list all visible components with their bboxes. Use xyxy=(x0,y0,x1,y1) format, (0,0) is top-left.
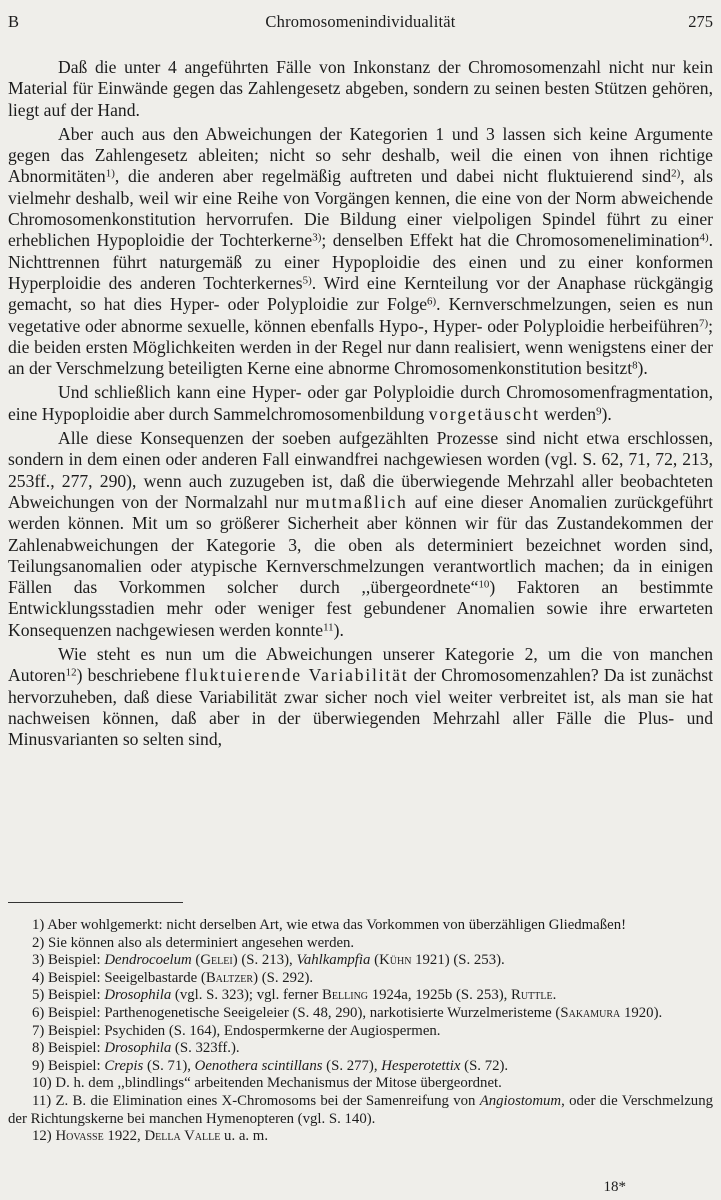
genus-name: Crepis xyxy=(104,1057,144,1074)
text-span: . xyxy=(552,987,557,1004)
text-span: (S. 72). xyxy=(460,1057,509,1074)
text-span: Aber auch aus den Abweichungen der Kategorien 1 und 3 lassen sich keine Argumente gegen das Zahlengesetz ableiten; nicht so sehr deshalb, weil die einen von ihnen richtige Abnormitäten xyxy=(8,123,713,187)
spaced-emphasis: fluktuierende Variabilität xyxy=(184,665,409,686)
footnote-12 xyxy=(8,1128,713,1146)
text-span: auf eine dieser Anomalien zurückgeführt werden können. Mit um so größerer Sicherheit aber können wir für das Zustandekommen der Zahlenabweichungen der Kategorie 3, die oben als determiniert bezeichnet worden sind, Teilungsanomalien oder atypische Kernverschmelzungen verantwortlich machen; da in einigen Fällen das Vorkommen solcher durch ,,übergeordnete“ xyxy=(8,491,713,598)
genus-name: Drosophila xyxy=(104,1040,172,1057)
genus-name: Hesperotettix xyxy=(381,1057,461,1074)
text-span: (S. 277), xyxy=(322,1057,382,1074)
text-span: . Kernverschmelzungen, seien es nun vegetative oder abnorme sexuelle, können ebenfalls Hypo-, Hyper- oder Polyploidie herbeiführen xyxy=(8,294,713,336)
text-span: 6) Beispiel: Parthenogenetische Seeigeleier (S. 48, 290), narkotisierte Wurzelmeristeme ( xyxy=(32,1004,561,1021)
text-span: Und schließlich kann eine Hyper- oder gar Polyploidie durch Chromosomenfragmentation, eine Hypoploidie aber durch Sammelchromosomenbildung xyxy=(8,382,713,424)
text-span: 11) Z. B. die Elimination eines X-Chromosoms bei der Samenreifung von xyxy=(32,1092,480,1109)
footnote-1: 1) Aber wohlgemerkt: nicht derselben Art, wie etwa das Vorkommen von überzähligen Gliedmaßen! xyxy=(32,917,627,933)
text-span: 1920). xyxy=(620,1004,663,1021)
text-span: , oder die Verschmelzung der Richtungskerne bei manchen Hymenopteren (vgl. S. 140). xyxy=(8,1092,713,1127)
spaced-emphasis: mutmaßlich xyxy=(305,491,408,512)
text-span: , die anderen aber regelmäßig auftreten und dabei nicht fluktuierend sind xyxy=(114,166,672,187)
footnote-11 xyxy=(8,1093,713,1128)
running-title: Chromosomenindividualität xyxy=(265,12,456,31)
footnote-9 xyxy=(8,1058,713,1076)
text-span: ) (S. 292). xyxy=(253,969,314,986)
footnote-ref: 11 xyxy=(323,621,334,634)
text-span: ( xyxy=(370,952,380,969)
text-span: . Nichttrennen führt naturgemäß zu einer Hypoploidie des einen und zu einer konformen Hyperploidie des anderen Tochterkernes xyxy=(8,230,713,293)
footnote-10: 10) D. h. dem ,,blindlings“ arbeitenden Mechanismus der Mitose übergeordnet. xyxy=(32,1075,502,1092)
text-span: 12) xyxy=(32,1128,56,1145)
genus-name: Drosophila xyxy=(104,987,172,1004)
footnote-ref: 5) xyxy=(302,274,312,287)
author-name: Gelei xyxy=(200,952,233,969)
footnote-ref: 10 xyxy=(478,578,490,591)
page-number: 275 xyxy=(688,12,713,31)
text-span: u. a. m. xyxy=(220,1128,269,1145)
author-name: Hovasse xyxy=(55,1128,104,1145)
footnote-ref: 12 xyxy=(65,666,77,679)
text-span: 1922, xyxy=(103,1128,145,1145)
paragraph-1: Daß die unter 4 angeführten Fälle von Inkonstanz der Chromosomenzahl nicht nur kein Material für Einwände gegen das Zahlengesetz abgeben, sondern zu seinen besten Stützen gehören, liegt auf der Hand. xyxy=(8,57,713,120)
text-span: 9) Beispiel: xyxy=(32,1057,105,1074)
genus-name: Angiostomum xyxy=(479,1092,562,1109)
section-letter: B xyxy=(8,12,20,31)
text-span: 8) Beispiel: xyxy=(32,1040,105,1057)
footnote-8 xyxy=(8,1040,713,1058)
footnote-6 xyxy=(8,1005,713,1023)
text-span: . Wird eine Kernteilung vor der Anaphase rückgängig gemacht, so hat dies Hyper- oder Polyploidie zur Folge xyxy=(8,272,713,315)
text-span: 1924a, 1925b (S. 253), xyxy=(368,987,512,1004)
footnote-7: 7) Beispiel: Psychiden (S. 164), Endospermkerne der Augiospermen. xyxy=(32,1022,441,1039)
species-name: Oenothera scintillans xyxy=(194,1057,323,1074)
footnote-ref: 7) xyxy=(699,317,709,330)
text-span: (vgl. S. 323); vgl. ferner xyxy=(171,987,323,1004)
text-span: ). xyxy=(333,619,344,640)
text-span: ) beschriebene xyxy=(76,665,185,686)
genus-name: Dendrocoelum xyxy=(104,952,192,969)
text-span: ; die beiden ersten Möglichkeiten werden in der Regel nur dann realisiert, wenn wenigstens einer der an der Verschmelzung beteiligten Kerne eine abnorme Chromosomenkonstitution besitzt xyxy=(8,315,713,379)
text-span: 5) Beispiel: xyxy=(32,987,105,1004)
author-name: Della Valle xyxy=(144,1128,221,1145)
footnote-ref: 4) xyxy=(699,231,709,244)
text-span: 4) Beispiel: Seeigelbastarde ( xyxy=(32,969,206,986)
paragraph-3 xyxy=(8,382,713,425)
footnote-ref: 2) xyxy=(671,168,681,181)
footnote-divider xyxy=(8,902,183,903)
spaced-emphasis: vorgetäuscht xyxy=(428,403,540,424)
text-span: ) (S. 213), xyxy=(232,952,297,969)
footnote-2: 2) Sie können also als determiniert angesehen werden. xyxy=(32,934,355,951)
author-name: Baltzer xyxy=(205,969,254,986)
author-name: Kühn xyxy=(379,952,412,969)
author-name: Belling xyxy=(322,987,369,1004)
running-head xyxy=(8,10,713,34)
text-span: (S. 323ff.). xyxy=(171,1040,240,1057)
text-span: der Chromosomenzahlen? Da ist zunächst hervorzuheben, daß diese Variabilität zwar sicher noch viel weiter verbreitet ist, als man sie hat nachweisen können, daß aber in der überwiegenden Mehrzahl aller Fälle die Plus- und Minusvarianten so selten sind, xyxy=(8,665,714,750)
main-text xyxy=(8,57,713,754)
text-span: ) Faktoren an bestimmte Entwicklungsstadien mehr oder weniger fest gebundener Anomalien sowie ihre erwarteten Konsequenzen nachgewiesen werden konnte xyxy=(8,577,713,640)
paragraph-5 xyxy=(8,644,713,750)
footnote-ref: 3) xyxy=(312,231,322,244)
text-span: ). xyxy=(601,403,612,424)
paragraph-4 xyxy=(8,428,713,641)
text-span: ). xyxy=(637,358,648,379)
footnote-5 xyxy=(8,987,713,1005)
text-span: Alle diese Konsequenzen der soeben aufgezählten Prozesse sind nicht etwa erschlossen, sondern in dem einen oder anderen Fall einwandfrei nachgewiesen worden (vgl. S. 62, 71, 72, 213, 253ff., 277, 290), wenn auch zuzugeben ist, daß die überwiegende Mehrzahl aller beobachteten Abweichungen von der Normalzahl nur xyxy=(8,428,713,512)
text-span: werden xyxy=(539,403,597,424)
footnote-ref: 9 xyxy=(596,405,602,418)
footnote-ref: 1) xyxy=(105,168,115,181)
footnote-4 xyxy=(8,970,713,988)
genus-name: Vahlkampfia xyxy=(296,952,371,969)
footnote-ref: 6) xyxy=(427,295,437,308)
text-span: , als vielmehr deshalb, weil wir eine Reihe von Vorgängen kennen, die eine von der Norm abweichende Chromosomenkonstitution hervorrufen. Die Bildung einer vielpoligen Spindel führt zu einer erheblichen Hypoploidie der Tochterkerne xyxy=(8,166,713,251)
author-name: Sakamura xyxy=(560,1004,621,1021)
footnote-ref: 8 xyxy=(632,359,638,372)
paragraph-2 xyxy=(8,124,713,380)
text-span: 1921) (S. 253). xyxy=(411,952,505,969)
text-span: Wie steht es nun um die Abweichungen unserer Kategorie 2, um die von manchen Autoren xyxy=(8,644,713,686)
text-span: (S. 71), xyxy=(143,1057,195,1074)
footnotes xyxy=(8,917,713,1146)
text-span: ; denselben Effekt hat die Chromosomenelimination xyxy=(321,230,700,251)
footnote-3 xyxy=(8,952,713,970)
text-span: 3) Beispiel: xyxy=(32,952,105,969)
text-span: ( xyxy=(191,952,201,969)
author-name: Ruttle xyxy=(511,987,553,1004)
sheet-signature: 18* xyxy=(603,1179,626,1195)
